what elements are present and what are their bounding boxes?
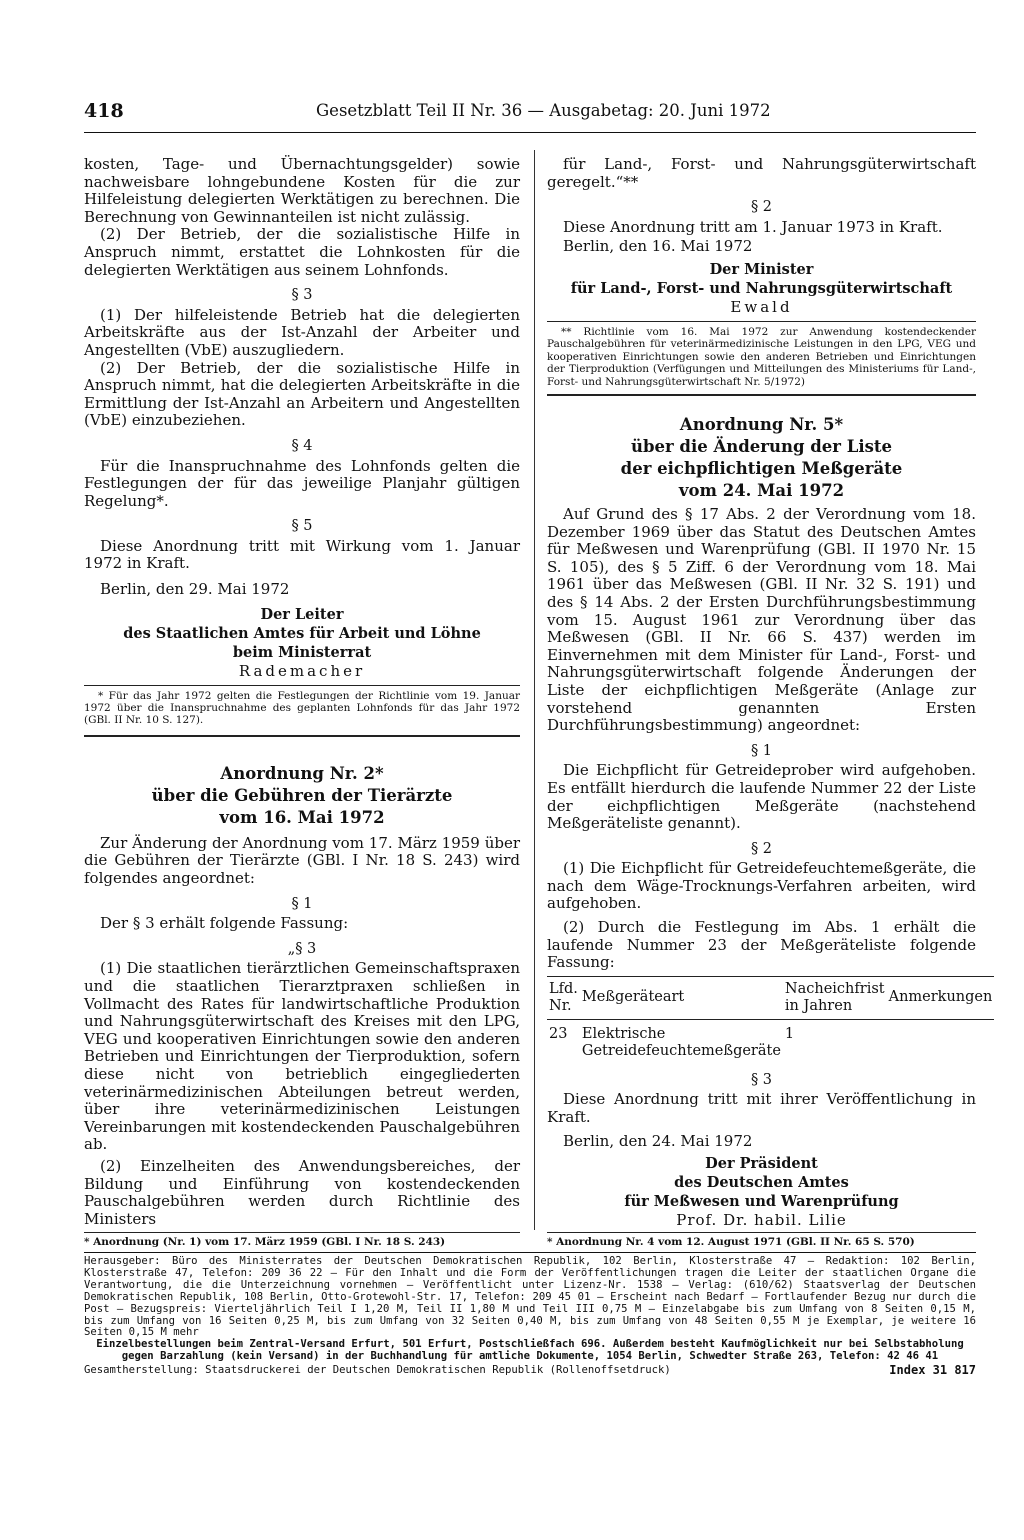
imprint-orders: Einzelbestellungen beim Zentral-Versand Erfurt, 501 Erfurt, Postschließfach 696. Außerdem besteht Kaufmöglichkeit nur bei Selbstabholung gegen Barzahlung (kein Versand) in der Buchhandlung für amtliche Dokumente, 1054 Berlin, Schwedter Straße 263, Telefon: 42 46 41 [96, 1338, 964, 1363]
ordinance-title: der eichpflichtigen Meßgeräte [620, 459, 903, 478]
table-cell: 23 [549, 1025, 568, 1042]
section-heading: § 1 [291, 895, 313, 912]
city-date: Berlin, den 24. Mai 1972 [563, 1131, 753, 1150]
ordinance-title: vom 24. Mai 1972 [678, 481, 845, 500]
paragraph: Für die Inanspruchnahme des Lohnfonds gelten die Festlegungen der für das jeweilige Planjahr gültigen Regelung*. [84, 456, 520, 510]
table-cell: Elektrische Getreidefeuchtemeßgeräte [581, 1025, 781, 1059]
paragraph: Auf Grund des § 17 Abs. 2 der Verordnung vom 18. Dezember 1969 über das Statut des Deutschen Amtes für Meßwesen und Warenprüfung (GBl. II 1970 Nr. 15 S. 105), des § 5 Ziff. 6 der Verordnung vom 18. Mai 1961 über das Meßwesen (GBl. II Nr. 32 S. 191) und des § 14 Abs. 2 der Ersten Durchführungsbestimmung vom 15. August 1961 zur Verordnung über das Meßwesen (GBl. II Nr. 66 S. 437) werden im Einvernehmen mit dem Minister für Land-, Forst- und Nahrungsgüterwirtschaft folgende Änderungen der Liste der eichpflichtigen Meßgeräte (Anlage zur vorstehend genannten Ersten Durchführungsbestimmung) angeordnet: [547, 505, 976, 735]
footnote: ** Richtlinie vom 16. Mai 1972 zur Anwendung kostendeckender Pauschalgebühren für veterinärmedizinische Leistungen in den LPG, VEG und kooperativen Einrichtungen sowie den anderen Betrieben und Einrichtungen der Tierproduktion (Verfügungen und Mitteilungen des Ministeriums für Land-, Forst- und Nahrungsgüterwirtschaft Nr. 5/1972) [547, 325, 976, 388]
footnote-rule [547, 321, 976, 322]
table-header-cell: Lfd. Nr. [547, 976, 580, 1019]
section-heading: § 1 [750, 742, 773, 759]
paragraph: Diese Anordnung tritt mit Wirkung vom 1. Januar 1972 in Kraft. [84, 536, 520, 573]
section-rule [547, 394, 976, 396]
header-rule [84, 132, 976, 133]
paragraph: Zur Änderung der Anordnung vom 17. März 1959 über die Gebühren der Tierärzte (GBl. I Nr. 18 S. 243) wird folgendes angeordnet: [84, 833, 520, 888]
page-header [84, 100, 976, 130]
index-number: Index 31 817 [889, 1363, 976, 1378]
signature-name: Rademacher [238, 661, 366, 680]
paragraph: (1) Der hilfeleistende Betrieb hat die delegierten Arbeitskräfte aus der Ist-Anzahl der Arbeiter und Angestellten (VbE) auszugliedern. [84, 305, 520, 359]
footnote-rule [547, 1232, 976, 1233]
paragraph: Der § 3 erhält folgende Fassung: [100, 914, 349, 933]
paragraph: kosten, Tage- und Übernachtungsgelder) sowie nachweisbare lohngebundene Kosten für die zur Hilfeleistung delegierten Werktätigen zu berechnen. Die Berechnung von Gewinnanteilen ist nicht zulässig. [84, 155, 520, 226]
section-heading: § 5 [291, 518, 313, 535]
measuring-devices-table [547, 976, 994, 1064]
table-row [547, 1019, 994, 1064]
table-header-cell: Meßgeräteart [580, 976, 783, 1019]
footnote-rule [84, 685, 520, 686]
imprint [84, 1256, 976, 1377]
left-column [84, 156, 520, 1228]
signature-line: Der Leiter [260, 605, 344, 623]
signature-line: Der Minister [709, 260, 814, 278]
paragraph: (1) Die staatlichen tierärztlichen Gemeinschaftspraxen und die staatlichen Tierarztpraxen schließen in Vollmacht des Rates für landwirtschaftliche Produktion und Nahrungsgüterwirtschaft des Kreises mit den LPG, VEG und kooperativen Einrichtungen sowie den anderen Betrieben und Einrichtungen der Tierproduktion, sofern diese nicht von betrieblich eingegliederten veterinärmedizinischen Abteilungen betreut werden, über ihre veterinärmedizinischen Leistungen Vereinbarungen mit kostendeckenden Pauschalgebühren ab. [84, 959, 520, 1154]
footnote: * Anordnung (Nr. 1) vom 17. März 1959 (GBl. I Nr. 18 S. 243) [84, 1236, 446, 1248]
footnote: * Anordnung Nr. 4 vom 12. August 1971 (GBl. II Nr. 65 S. 570) [547, 1236, 915, 1248]
paragraph: Diese Anordnung tritt mit ihrer Veröffentlichung in Kraft. [547, 1090, 976, 1127]
footnote: * Für das Jahr 1972 gelten die Festlegungen der Richtlinie vom 19. Januar 1972 über die Inanspruchnahme des geplanten Lohnfonds für das Jahr 1972 (GBl. II Nr. 10 S. 127). [84, 689, 520, 727]
table-cell: 1 [784, 1025, 795, 1042]
table-header-cell: Anmerkungen [887, 976, 995, 1019]
right-column [547, 155, 993, 1230]
imprint-printer: Gesamtherstellung: Staatsdruckerei der Deutschen Demokratischen Republik (Rollenoffsetdruck) [84, 1364, 671, 1377]
table-header-row [547, 976, 994, 1019]
signature-name: Prof. Dr. habil. Lilie [676, 1211, 847, 1230]
paragraph: Die Eichpflicht für Getreideprober wird aufgehoben. Es entfällt hierdurch die laufende Nummer 22 der Liste der eichpflichtigen Meßgeräte (nachstehend Meßgeräteliste genannt). [547, 761, 976, 833]
ordinance-title: vom 16. Mai 1972 [219, 807, 385, 827]
signature-line: Der Präsident [705, 1155, 818, 1173]
ordinance-title: Anordnung Nr. 5* [679, 415, 844, 434]
paragraph: (2) Der Betrieb, der die sozialistische Hilfe in Anspruch nimmt, hat die delegierten Arbeitskräfte in die Ermittlung der Ist-Anzahl an Arbeitern und Angestellten (VbE) einzubeziehen. [84, 358, 520, 430]
ordinance-title: über die Gebühren der Tierärzte [151, 785, 453, 805]
signature-line: für Land-, Forst- und Nahrungsgüterwirtschaft [570, 279, 953, 297]
paragraph: Diese Anordnung tritt am 1. Januar 1973 in Kraft. [563, 217, 943, 236]
paragraph: für Land-, Forst- und Nahrungsgüterwirtschaft geregelt.“** [547, 155, 976, 191]
bottom-footnote-left [84, 1232, 520, 1248]
signature-line: des Staatlichen Amtes für Arbeit und Löhne [123, 624, 481, 642]
paragraph: (2) Durch die Festlegung im Abs. 1 erhält die laufende Nummer 23 der Meßgeräteliste folgende Fassung: [547, 918, 976, 972]
city-date: Berlin, den 29. Mai 1972 [100, 580, 290, 599]
column-divider [534, 150, 535, 1230]
signature-name: Ewald [730, 297, 793, 316]
section-heading: § 4 [291, 437, 313, 454]
bottom-footnote-right [547, 1232, 976, 1248]
city-date: Berlin, den 16. Mai 1972 [563, 237, 753, 256]
section-heading: „§ 3 [287, 940, 317, 957]
table-cell [887, 1019, 995, 1064]
section-heading: § 2 [750, 840, 773, 857]
imprint-footer [84, 1365, 976, 1377]
signature-line: beim Ministerrat [232, 643, 372, 661]
imprint-rule [84, 1252, 976, 1253]
section-heading: § 3 [750, 1071, 773, 1088]
paragraph: (1) Die Eichpflicht für Getreidefeuchtemeßgeräte, die nach dem Wäge-Trocknungs-Verfahren arbeiten, wird aufgehoben. [547, 859, 976, 913]
paragraph: (2) Einzelheiten des Anwendungsbereiches, der Bildung und Einführung von kostendeckenden Pauschalgebühren werden durch Richtlinie des Ministers [84, 1156, 520, 1228]
section-heading: § 2 [750, 199, 773, 216]
ordinance-title: über die Änderung der Liste [630, 437, 893, 456]
page-number: 418 [84, 100, 124, 122]
footnote-rule [84, 1232, 520, 1233]
section-heading: § 3 [291, 287, 313, 304]
signature-line: des Deutschen Amtes [674, 1174, 849, 1192]
ordinance-title: Anordnung Nr. 2* [220, 763, 384, 783]
paragraph: (2) Der Betrieb, der die sozialistische Hilfe in Anspruch nimmt, erstattet die Lohnkosten für die delegierten Werktätigen aus seinem Lohnfonds. [84, 225, 520, 279]
table-header-cell: Nacheichfrist in Jahren [783, 976, 887, 1019]
page-title: Gesetzblatt Teil II Nr. 36 — Ausgabetag: 20. Juni 1972 [316, 101, 771, 120]
signature-line: für Meßwesen und Warenprüfung [624, 1193, 899, 1211]
section-rule [84, 735, 520, 737]
imprint-publisher: Herausgeber: Büro des Ministerrates der Deutschen Demokratischen Republik, 102 Berlin, Klosterstraße 47 — Redaktion: 102 Berlin, Klosterstraße 47, Telefon: 209 36 22 — Für den Inhalt und die Form der Veröffentlichungen tragen die Leiter der staatlichen Organe die Verantwortung, die die Unterzeichnung vornehmen — Veröffentlicht unter Lizenz-Nr. 1538 — Verlag: (610/62) Staatsverlag der Deutschen Demokratischen Republik, 108 Berlin, Otto-Grotewohl-Str. 17, Telefon: 209 45 01 — Erscheint nach Bedarf — Fortlaufender Bezug nur durch die Post — Bezugspreis: Vierteljährlich Teil I 1,20 M, Teil II 1,80 M und Teil III 0,75 M — Einzelabgabe bis zum Umfang von 8 Seiten 0,15 M, bis zum Umfang von 16 Seiten 0,25 M, bis zum Umfang von 32 Seiten 0,40 M, bis zum Umfang von 48 Seiten 0,55 M je Exemplar, je weitere 16 Seiten 0,15 M mehr [84, 1255, 976, 1339]
